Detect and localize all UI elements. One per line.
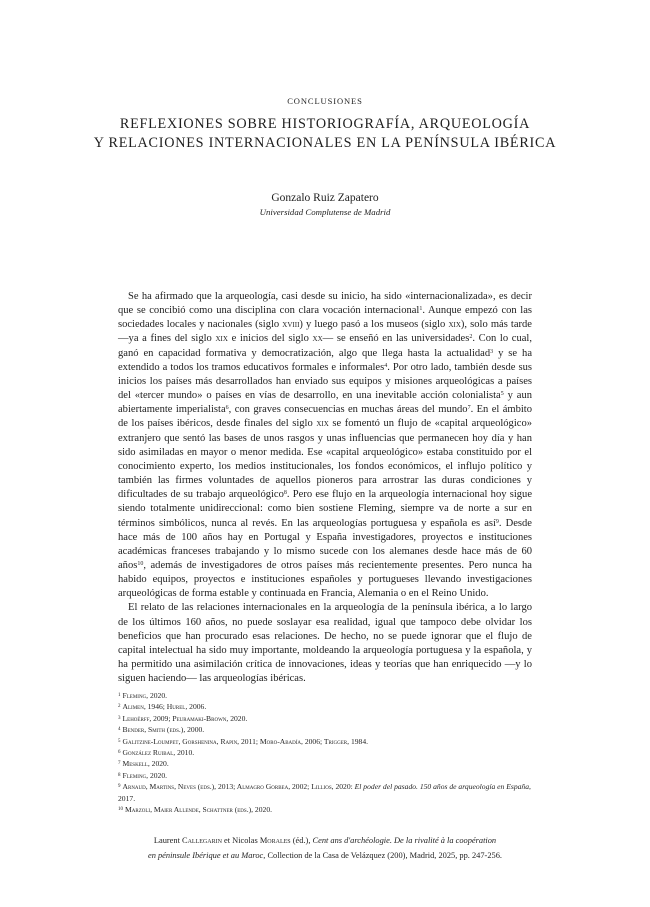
footnote-1: $^1$ Fleming, 2020. (118, 691, 168, 700)
body-text (118, 290, 532, 686)
footnote-7: $^7$ Meskell, 2020. (118, 759, 169, 769)
citation-line-2: en péninsule Ibérique et au Maroc, Collection de la Casa de Velázquez (200), Madrid, 2025, pp. 247-256. (148, 851, 502, 860)
footnote-ref[interactable]: 1 (419, 306, 423, 313)
footnote-ref[interactable]: 10 (137, 560, 144, 567)
chapter-title-line-2: Y RELACIONES INTERNACIONALES EN LA PENÍNSULA IBÉRICA (93, 135, 557, 151)
footnote-6: $^6$ González Ruibal, 2010. (118, 748, 195, 758)
book-citation (0, 833, 650, 863)
footnote-ref[interactable]: 3 (490, 348, 494, 355)
footnote-10: $^{10}$ Marzoli, Maier Allende, Schattner (eds.), 2020. (118, 805, 273, 815)
author-name: Gonzalo Ruiz Zapatero (271, 192, 379, 204)
footnote-9: $^9$ Arnaud, Martins, Neves (eds.), 2013; Almagro Gorbea, 2002; Lillios, 2020: El poder del pasado. 150 años de arqueología en España, 2017. (118, 782, 531, 803)
section-label: CONCLUSIONES (287, 96, 363, 106)
author-affiliation: Universidad Complutense de Madrid (259, 207, 391, 217)
footnotes (118, 690, 532, 815)
footnote-2: $^2$ Alimen, 1946; Hurel, 2006. (118, 702, 207, 712)
footnote-8: $^8$ Fleming, 2020. (118, 770, 168, 780)
citation-line-1: Laurent Callegarin et Nicolas Morales (éd.), Cent ans d'archéologie. De la rivalité à la coopération (153, 836, 497, 845)
footnote-5: $^5$ Galitzine-Loumpet, Gorshenina, Rapin, 2011; Moro-Abadía, 2006; Trigger, 1984. (118, 736, 369, 746)
footnote-ref[interactable]: 7 (467, 405, 471, 412)
footnote-ref[interactable]: 2 (469, 334, 473, 341)
footnote-4: $^4$ Bender, Smith (eds.), 2000. (118, 725, 205, 735)
footnote-ref[interactable]: 8 (283, 490, 287, 497)
footnote-ref[interactable]: 5 (500, 391, 504, 398)
footnote-3: $^3$ Lehoërff, 2009; Peuramaki-Brown, 2020. (118, 713, 248, 723)
chapter-title-line-1: REFLEXIONES SOBRE HISTORIOGRAFÍA, ARQUEOLOGÍA (119, 116, 531, 132)
footnote-ref[interactable]: 9 (495, 518, 499, 525)
paragraph-2: El relato de las relaciones internacionales en la arqueología de la península ibérica, a lo largo de los últimos 160 años, no puede soslayar esa realidad, igual que tampoco debe olvidar los beneficios que han procurado esas relaciones. De hecho, no se puede ignorar que el flujo de capital intelectual ha sido muy importante, moldeando la arqueología portuguesa y la española, y ha permitido una asimilación crítica de innovaciones, ideas y teorías que han enriquecido —y lo siguen haciendo— las arqueologías ibéricas. (118, 602, 532, 685)
footnote-ref[interactable]: 4 (384, 362, 388, 369)
paragraph-1: Se ha afirmado que la arqueología, casi desde su inicio, ha sido «internacionalizada», es decir que se concibió como una disciplina con clara vocación internacional$^1$. Aunque empezó con las sociedades locales y nacionales (siglo xviii) y luego pasó a los museos (siglo xix), solo más tarde —ya a fines del siglo xix e inicios del siglo xx— se enseñó en las universidades$^2$. Con lo cual, ganó en capacidad formativa y democratización, algo que llega hasta la actualidad$^3$ y se ha extendido a todos los tramos educativos formales e informales$^4$. Por otro lado, también desde sus inicios los países más desarrollados han enviado sus equipos y misiones arqueológicas a países del «tercer mundo» o países en vías de desarrollo, en una inevitable acción colonialista$^5$ y aun abiertamente imperialista$^6$, con graves consecuencias en muchas áreas del mundo$^7$. En el ámbito de los países ibéricos, desde finales del siglo xix se fomentó un flujo de «capital arqueológico» extranjero que sentó las bases de unos rasgos y unas influencias que permanecen hoy día y han sido asimiladas en mayor o menor medida. Ese «capital arqueológico» estaba constituido por el conocimiento experto, los medios institucionales, los fondos económicos, el influjo político y también las firmes voluntades de aquellos pioneros para arrostrar las duras condiciones y dificultades de su trabajo arqueológico$^8$. Pero ese flujo en la arqueología internacional hoy sigue siendo totalmente unidireccional: como bien sostiene Fleming, siempre va de norte a sur en términos simbólicos, nunca al revés. En las arqueologías portuguesa y española es así$^9$. Desde hace más de 100 años hay en Portugal y España investigadores, proyectos e instituciones académicas franceses trabajando y lo mismo sucede con los alemanes desde hace más de 60 años$^{10}$, además de investigadores de otros países más recientemente presentes. Pero nunca ha habido equipos, proyectos e instituciones españoles y portugueses llevando investigaciones arqueológicas de forma estable y continuada en Francia, Alemania o en el Reino Unido. (118, 291, 533, 600)
footnote-ref[interactable]: 6 (225, 405, 229, 412)
